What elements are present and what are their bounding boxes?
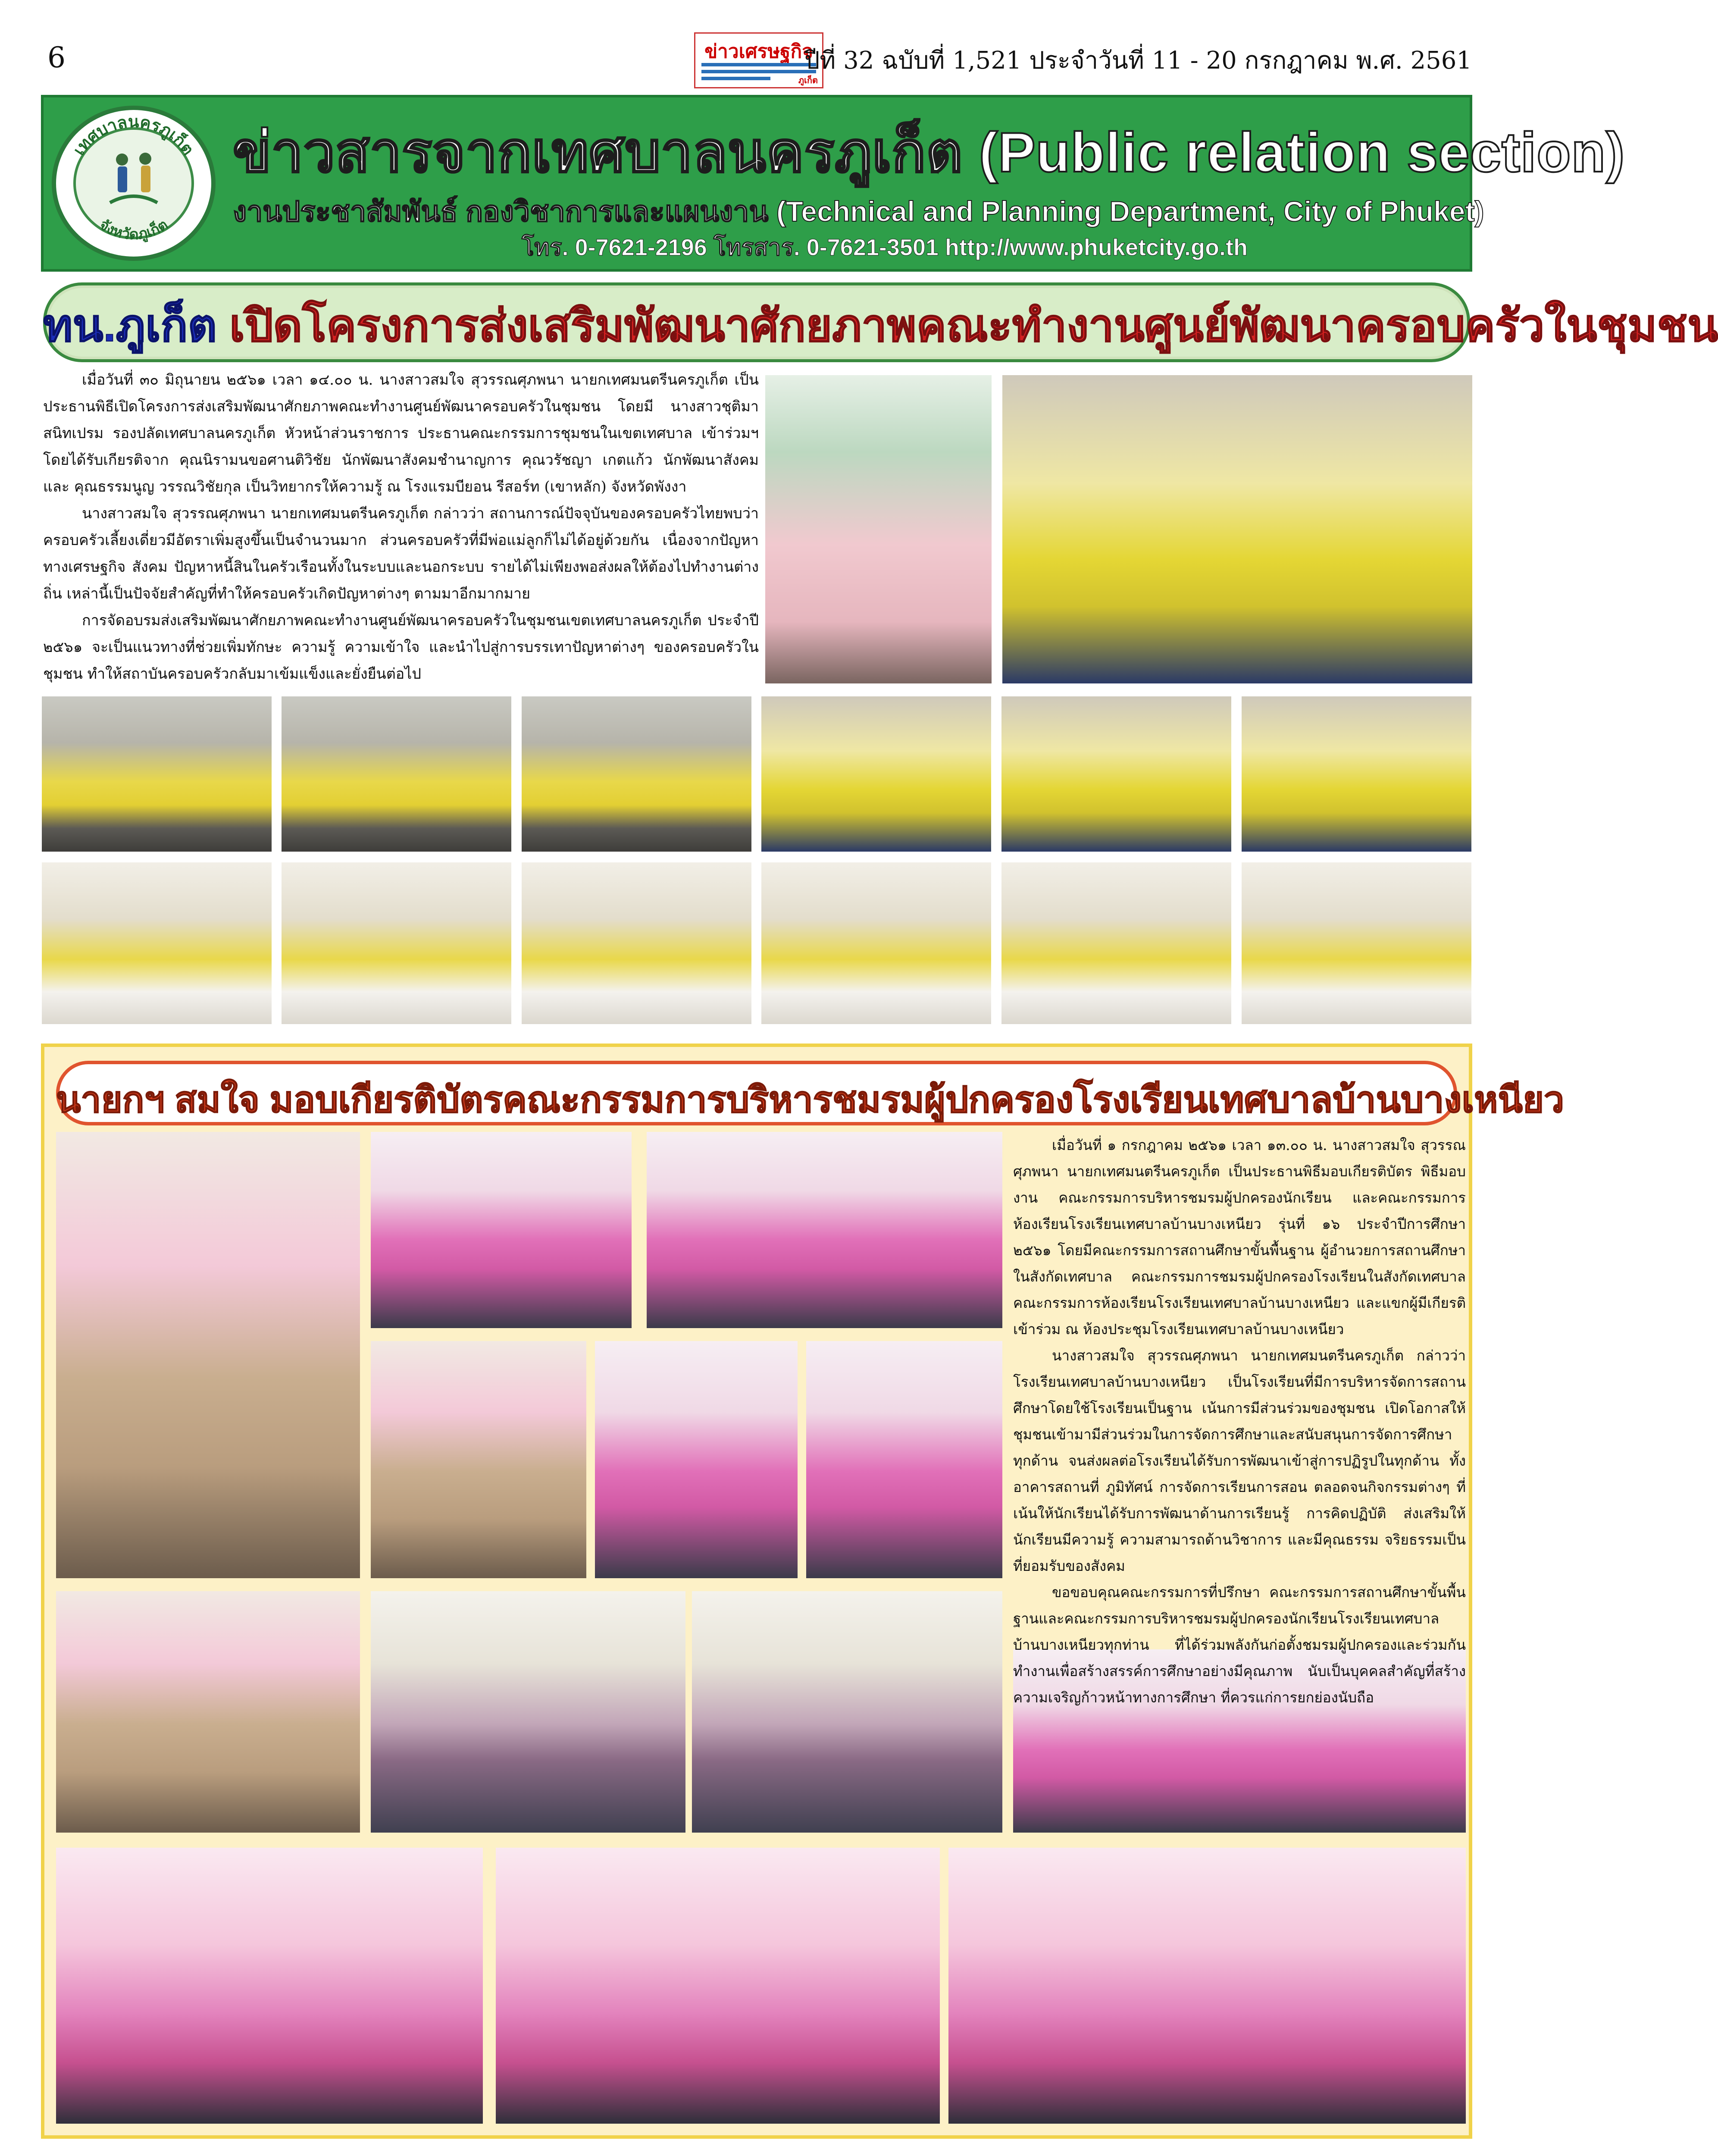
photo-stage-group — [647, 1132, 1002, 1328]
headline1-text: เปิดโครงการส่งเสริมพัฒนาศักยภาพคณะทำงานศูนย์พัฒนาครอบครัวในชุมชน — [229, 301, 1718, 351]
photo-certificate-closeup — [56, 1591, 360, 1833]
photo-meeting — [282, 862, 511, 1024]
photo-certificate-recipients — [56, 1848, 483, 2124]
photo-certificate-handover — [806, 1341, 1002, 1578]
headline2: นายกฯ สมใจ มอบเกียรติบัตรคณะกรรมการบริหารชมรมผู้ปกครองโรงเรียนเทศบาลบ้านบางเหนียว — [56, 1079, 1565, 1120]
banner-title: ข่าวสารจากเทศบาลนครภูเก็ต (Public relation section) — [233, 121, 1625, 184]
photo-meeting — [1001, 862, 1231, 1024]
article1-paragraph: การจัดอบรมส่งเสริมพัฒนาศักยภาพคณะทำงานศูนย์พัฒนาครอบครัวในชุมชนเขตเทศบาลนครภูเก็ต ประจำปี ๒๕๖๑ จะเป็นแนวทางที่ช่วยเพิ่มทักษะ ความรู้ ความเข้าใจ และนำไปสู่การบรรเทาปัญหาต่างๆ ของครอบครัวในชุมชน ทำให้สถาบันครอบครัวกลับมาเข้มแข็งและยั่งยืนต่อไป — [43, 612, 759, 683]
article1-paragraph: เมื่อวันที่ ๓๐ มิถุนายน ๒๕๖๑ เวลา ๑๔.๐๐ น. นางสาวสมใจ สุวรรณศุภพนา นายกเทศมนตรีนครภูเก็ต เป็นประธานพิธีเปิดโครงการส่งเสริมพัฒนาศักยภาพคณะทำงานศูนย์พัฒนาครอบครัวในชุมชน โดยมี นางสาวชุติมา สนิทเปรม รองปลัดเทศบาลนครภูเก็ต หัวหน้าส่วนราชการ ประธานคณะกรรมการชุมชนในเขตเทศบาล เข้าร่วมฯ โดยได้รับเกียรติจาก คุณนิรามนขอศานติวิชัย นักพัฒนาสังคมชำนาญการ คุณวรัชญา เกตแก้ว นักพัฒนาสังคม และ คุณธรรมนูญ วรรณวิชัยกุล เป็นวิทยากรให้ความรู้ ณ โรงแรมบียอน รีสอร์ท (เขาหลัก) จังหวัดพังงา — [43, 371, 759, 495]
photo-flower-presentation — [371, 1132, 632, 1328]
photo-group-photo — [948, 1848, 1466, 2124]
photo-group — [282, 696, 511, 852]
photo-mayor-uniform — [56, 1132, 360, 1578]
photo-group — [522, 696, 751, 852]
photo-meeting — [522, 862, 751, 1024]
headline1 — [43, 290, 1718, 361]
photo-certificate-handover — [595, 1341, 798, 1578]
article2-paragraph: เมื่อวันที่ ๑ กรกฎาคม ๒๕๖๑ เวลา ๑๓.๐๐ น. นางสาวสมใจ สุวรรณศุภพนา นายกเทศมนตรีนครภูเก็ต เป็นประธานพิธีมอบเกียรติบัตร พิธีมอบงาน คณะกรรมการบริหารชมรมผู้ปกครองนักเรียน และคณะกรรมการห้องเรียนโรงเรียนเทศบาลบ้านบางเหนียว รุ่นที่ ๑๖ ประจำปีการศึกษา ๒๕๖๑ โดยมีคณะกรรมการสถานศึกษาขั้นพื้นฐาน ผู้อำนวยการสถานศึกษาในสังกัดเทศบาล คณะกรรมการชมรมผู้ปกครองโรงเรียนในสังกัดเทศบาล คณะกรรมการห้องเรียนโรงเรียนเทศบาลบ้านบางเหนียว และแขกผู้มีเกียรติ เข้าร่วม ณ ห้องประชุมโรงเรียนเทศบาลบ้านบางเหนียว — [1013, 1137, 1466, 1338]
photo-flag-ceremony — [1242, 696, 1471, 852]
masthead-rule — [701, 70, 816, 73]
photo-mayor-portrait — [765, 375, 992, 683]
photo-meeting — [1242, 862, 1471, 1024]
article2-body — [1013, 1132, 1466, 1848]
photo-flag-ceremony — [761, 696, 991, 852]
svg-text:เทศบาลนครภูเก็ต: เทศบาลนครภูเก็ต — [70, 113, 197, 159]
article2-paragraph: นางสาวสมใจ สุวรรณศุภพนา นายกเทศมนตรีนครภูเก็ต กล่าวว่า โรงเรียนเทศบาลบ้านบางเหนียว เป็นโรงเรียนที่มีการบริหารจัดการสถานศึกษาโดยใช้โรงเรียนเป็นฐาน เน้นการมีส่วนร่วมของชุมชน เปิดโอกาสให้ชุมชนเข้ามามีส่วนร่วมในการจัดการศึกษาและสนับสนุนการจัดการศึกษาทุกด้าน จนส่งผลต่อโรงเรียนได้รับการพัฒนาเข้าสู่การปฏิรูปในทุกด้าน ทั้งอาคารสถานที่ ภูมิทัศน์ การจัดการเรียนการสอน ตลอดจนกิจกรรมต่างๆ ที่เน้นให้นักเรียนได้รับการพัฒนาด้านการเรียนรู้ การคิดปฏิบัติ ส่งเสริมให้นักเรียนมีความรู้ ความสามารถด้านวิชาการ และมีคุณธรรม จริยธรรมเป็นที่ยอมรับของสังคม — [1013, 1347, 1466, 1574]
photo-guests-seated — [1002, 375, 1472, 683]
photo-meeting — [761, 862, 991, 1024]
banner-contact: โทร. 0-7621-2196 โทรสาร. 0-7621-3501 http://www.phuketcity.go.th — [522, 235, 1248, 260]
photo-group-photo — [496, 1848, 940, 2124]
photo-certificate-handover — [371, 1341, 586, 1578]
photo-group — [42, 696, 272, 852]
banner-subtitle: งานประชาสัมพันธ์ กองวิชาการและแผนงาน (Technical and Planning Department, City of Phuket) — [233, 195, 1484, 227]
photo-audience — [371, 1591, 685, 1833]
headline1-prefix: ทน.ภูเก็ต — [43, 301, 217, 351]
masthead-rule — [701, 63, 816, 66]
photo-flag-ceremony — [1001, 696, 1231, 852]
photo-meeting — [42, 862, 272, 1024]
photo-audience — [692, 1591, 1002, 1833]
article1-paragraph: นางสาวสมใจ สุวรรณศุภพนา นายกเทศมนตรีนครภูเก็ต กล่าวว่า สถานการณ์ปัจจุบันของครอบครัวไทยพบว่าครอบครัวเลี้ยงเดี่ยวมีอัตราเพิ่มสูงขึ้นเป็นจำนวนมาก ส่วนครอบครัวที่มีพ่อแม่ลูกก็ไม่ได้อยู่ด้วยกัน เนื่องจากปัญหาทางเศรษฐกิจ สังคม ปัญหาหนี้สินในครัวเรือนทั้งในระบบและนอกระบบ รายได้ไม่เพียงพอส่งผลให้ต้องไปทำงานต่างถิ่น เหล่านี้เป็นปัจจัยสำคัญที่ทำให้ครอบครัวเกิดปัญหาต่างๆ ตามมาอีกมากมาย — [43, 505, 759, 602]
masthead-region: ภูเก็ต — [798, 75, 818, 85]
article2-paragraph: ขอขอบคุณคณะกรรมการที่ปรึกษา คณะกรรมการสถานศึกษาขั้นพื้นฐานและคณะกรรมการบริหารชมรมผู้ปกครองนักเรียนโรงเรียนเทศบาลบ้านบางเหนียวทุกท่าน ที่ได้ร่วมพลังกันก่อตั้งชมรมผู้ปกครองและร่วมกันทำงานเพื่อสร้างสรรค์การศึกษาอย่างมีคุณภาพ นับเป็นบุคคลสำคัญที่สร้างความเจริญก้าวหน้าทางการศึกษา ที่ควรแก่การยกย่องนับถือ — [1013, 1584, 1466, 1706]
page-number: 6 — [47, 41, 66, 74]
masthead-rule — [701, 77, 770, 80]
masthead-name: ข่าวเศรษฐกิจ — [704, 41, 813, 63]
seal-text — [52, 106, 216, 261]
article1-body — [43, 367, 759, 690]
svg-text:จังหวัดภูเก็ต: จังหวัดภูเก็ต — [96, 216, 171, 243]
issue-line: ปีที่ 32 ฉบับที่ 1,521 ประจำวันที่ 11 - 20 กรกฎาคม พ.ศ. 2561 — [804, 47, 1472, 75]
